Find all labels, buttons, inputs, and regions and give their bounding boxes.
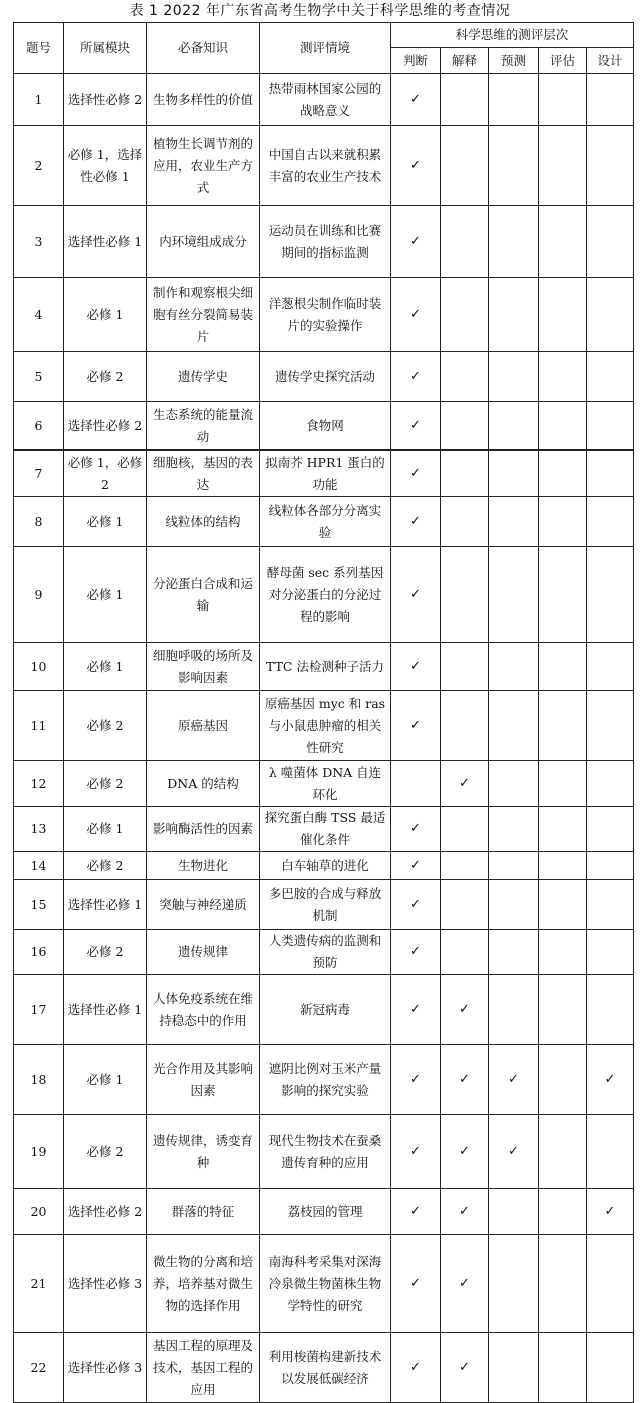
cell-knowledge: DNA 的结构 bbox=[147, 761, 260, 807]
cell-no: 11 bbox=[14, 691, 64, 761]
cell-knowledge: 内环境组成成分 bbox=[147, 206, 260, 278]
cell-context: 遗传学史探究活动 bbox=[260, 352, 391, 402]
cell-module: 必修 2 bbox=[64, 761, 147, 807]
table-caption: 表 1 2022 年广东省高考生物学中关于科学思维的考查情况 bbox=[129, 3, 511, 19]
cell-level-predict bbox=[489, 1333, 539, 1403]
table-row bbox=[14, 852, 634, 880]
table-row bbox=[14, 126, 634, 206]
cell-module: 选择性必修 3 bbox=[64, 1235, 147, 1333]
cell-level-design bbox=[587, 497, 634, 547]
cell-knowledge: 群落的特征 bbox=[147, 1189, 260, 1235]
cell-level-explain: ✓ bbox=[441, 975, 489, 1045]
cell-level-design bbox=[587, 691, 634, 761]
cell-level-design: ✓ bbox=[587, 1189, 634, 1235]
cell-knowledge: 制作和观察根尖细胞有丝分裂简易装片 bbox=[147, 278, 260, 352]
cell-level-explain bbox=[441, 126, 489, 206]
cell-no: 19 bbox=[14, 1115, 64, 1189]
cell-level-predict: ✓ bbox=[489, 1045, 539, 1115]
cell-knowledge: 线粒体的结构 bbox=[147, 497, 260, 547]
cell-level-judge: ✓ bbox=[391, 1189, 441, 1235]
cell-level-evaluate bbox=[539, 880, 587, 930]
table-row bbox=[14, 1115, 634, 1189]
cell-knowledge: 生态系统的能量流动 bbox=[147, 402, 260, 450]
cell-context: 酵母菌 sec 系列基因对分泌蛋白的分泌过程的影响 bbox=[260, 547, 391, 643]
table-row bbox=[14, 880, 634, 930]
cell-level-explain bbox=[441, 807, 489, 852]
cell-context: 原癌基因 myc 和 ras 与小鼠患肿瘤的相关性研究 bbox=[260, 691, 391, 761]
cell-no: 3 bbox=[14, 206, 64, 278]
cell-level-judge: ✓ bbox=[391, 880, 441, 930]
cell-context: 食物网 bbox=[260, 402, 391, 450]
cell-level-evaluate bbox=[539, 1045, 587, 1115]
cell-level-judge: ✓ bbox=[391, 1235, 441, 1333]
cell-level-design bbox=[587, 1115, 634, 1189]
cell-level-design bbox=[587, 206, 634, 278]
table-row bbox=[14, 497, 634, 547]
cell-level-predict: ✓ bbox=[489, 1115, 539, 1189]
cell-module: 选择性必修 1 bbox=[64, 880, 147, 930]
cell-level-explain: ✓ bbox=[441, 1235, 489, 1333]
cell-level-design: ✓ bbox=[587, 1045, 634, 1115]
cell-knowledge: 微生物的分离和培养，培养基对微生物的选择作用 bbox=[147, 1235, 260, 1333]
cell-no: 1 bbox=[14, 74, 64, 126]
cell-module: 必修 2 bbox=[64, 352, 147, 402]
table-row bbox=[14, 352, 634, 402]
cell-module: 必修 1，选择性必修 1 bbox=[64, 126, 147, 206]
cell-level-judge: ✓ bbox=[391, 278, 441, 352]
cell-level-explain: ✓ bbox=[441, 1333, 489, 1403]
cell-level-evaluate bbox=[539, 126, 587, 206]
cell-level-explain: ✓ bbox=[441, 1045, 489, 1115]
header-levels-group: 科学思维的测评层次 bbox=[391, 23, 634, 48]
cell-level-predict bbox=[489, 975, 539, 1045]
cell-knowledge: 遗传规律，诱变育种 bbox=[147, 1115, 260, 1189]
cell-level-judge: ✓ bbox=[391, 1333, 441, 1403]
cell-module: 必修 2 bbox=[64, 691, 147, 761]
cell-knowledge: 细胞核，基因的表达 bbox=[147, 451, 260, 497]
table-row bbox=[14, 206, 634, 278]
cell-level-evaluate bbox=[539, 761, 587, 807]
cell-level-design bbox=[587, 880, 634, 930]
cell-level-evaluate bbox=[539, 1235, 587, 1333]
cell-context: 中国自古以来就积累丰富的农业生产技术 bbox=[260, 126, 391, 206]
cell-level-design bbox=[587, 74, 634, 126]
cell-module: 选择性必修 1 bbox=[64, 206, 147, 278]
cell-context: 洋葱根尖制作临时装片的实验操作 bbox=[260, 278, 391, 352]
data-table-part-2 bbox=[13, 450, 634, 1403]
cell-no: 4 bbox=[14, 278, 64, 352]
cell-module: 必修 1 bbox=[64, 1045, 147, 1115]
cell-context: 利用梭菌构建新技术以发展低碳经济 bbox=[260, 1333, 391, 1403]
cell-level-judge: ✓ bbox=[391, 643, 441, 691]
table-row bbox=[14, 1045, 634, 1115]
cell-level-evaluate bbox=[539, 1115, 587, 1189]
cell-module: 选择性必修 3 bbox=[64, 1333, 147, 1403]
cell-module: 必修 1 bbox=[64, 807, 147, 852]
table-row bbox=[14, 975, 634, 1045]
cell-level-explain bbox=[441, 451, 489, 497]
cell-level-evaluate bbox=[539, 643, 587, 691]
cell-no: 9 bbox=[14, 547, 64, 643]
cell-no: 21 bbox=[14, 1235, 64, 1333]
cell-level-evaluate bbox=[539, 352, 587, 402]
cell-level-predict bbox=[489, 126, 539, 206]
cell-context: 探究蛋白酶 TSS 最适催化条件 bbox=[260, 807, 391, 852]
cell-no: 13 bbox=[14, 807, 64, 852]
header-level-predict: 预测 bbox=[489, 48, 539, 74]
cell-level-predict bbox=[489, 497, 539, 547]
cell-level-predict bbox=[489, 206, 539, 278]
cell-module: 选择性必修 2 bbox=[64, 402, 147, 450]
cell-no: 8 bbox=[14, 497, 64, 547]
table-row bbox=[14, 807, 634, 852]
cell-no: 14 bbox=[14, 852, 64, 880]
cell-module: 必修 2 bbox=[64, 930, 147, 975]
cell-level-design bbox=[587, 547, 634, 643]
cell-level-design bbox=[587, 1333, 634, 1403]
cell-level-design bbox=[587, 402, 634, 450]
cell-level-evaluate bbox=[539, 206, 587, 278]
cell-level-explain bbox=[441, 278, 489, 352]
table-row bbox=[14, 761, 634, 807]
table-row bbox=[14, 1333, 634, 1403]
cell-context: 遮阴比例对玉米产量影响的探究实验 bbox=[260, 1045, 391, 1115]
cell-level-predict bbox=[489, 547, 539, 643]
cell-level-design bbox=[587, 975, 634, 1045]
cell-module: 选择性必修 2 bbox=[64, 74, 147, 126]
cell-no: 15 bbox=[14, 880, 64, 930]
cell-level-evaluate bbox=[539, 547, 587, 643]
cell-knowledge: 分泌蛋白合成和运输 bbox=[147, 547, 260, 643]
cell-level-evaluate bbox=[539, 402, 587, 450]
cell-level-predict bbox=[489, 761, 539, 807]
cell-no: 20 bbox=[14, 1189, 64, 1235]
cell-level-evaluate bbox=[539, 74, 587, 126]
cell-level-judge: ✓ bbox=[391, 451, 441, 497]
cell-level-design bbox=[587, 126, 634, 206]
cell-level-predict bbox=[489, 402, 539, 450]
cell-module: 必修 1 bbox=[64, 547, 147, 643]
cell-context: λ 噬菌体 DNA 自连环化 bbox=[260, 761, 391, 807]
cell-no: 10 bbox=[14, 643, 64, 691]
cell-no: 16 bbox=[14, 930, 64, 975]
cell-level-predict bbox=[489, 930, 539, 975]
cell-level-explain bbox=[441, 643, 489, 691]
cell-no: 18 bbox=[14, 1045, 64, 1115]
cell-level-judge: ✓ bbox=[391, 206, 441, 278]
cell-level-predict bbox=[489, 451, 539, 497]
cell-level-evaluate bbox=[539, 278, 587, 352]
cell-knowledge: 遗传学史 bbox=[147, 352, 260, 402]
cell-no: 2 bbox=[14, 126, 64, 206]
table-row bbox=[14, 1189, 634, 1235]
cell-level-evaluate bbox=[539, 451, 587, 497]
cell-knowledge: 影响酶活性的因素 bbox=[147, 807, 260, 852]
cell-module: 选择性必修 1 bbox=[64, 975, 147, 1045]
cell-module: 必修 1，必修 2 bbox=[64, 451, 147, 497]
cell-module: 必修 1 bbox=[64, 497, 147, 547]
cell-level-judge: ✓ bbox=[391, 547, 441, 643]
cell-level-explain bbox=[441, 691, 489, 761]
table-row bbox=[14, 278, 634, 352]
cell-level-predict bbox=[489, 1235, 539, 1333]
header-knowledge: 必备知识 bbox=[147, 23, 260, 74]
table-row bbox=[14, 74, 634, 126]
cell-level-judge: ✓ bbox=[391, 852, 441, 880]
cell-context: 新冠病毒 bbox=[260, 975, 391, 1045]
cell-knowledge: 生物进化 bbox=[147, 852, 260, 880]
header-level-judge: 判断 bbox=[391, 48, 441, 74]
cell-module: 必修 2 bbox=[64, 852, 147, 880]
cell-context: 南海科考采集对深海冷泉微生物菌株生物学特性的研究 bbox=[260, 1235, 391, 1333]
cell-knowledge: 植物生长调节剂的应用，农业生产方式 bbox=[147, 126, 260, 206]
cell-no: 17 bbox=[14, 975, 64, 1045]
cell-level-explain: ✓ bbox=[441, 1115, 489, 1189]
cell-module: 选择性必修 2 bbox=[64, 1189, 147, 1235]
cell-level-evaluate bbox=[539, 691, 587, 761]
cell-level-predict bbox=[489, 643, 539, 691]
cell-level-evaluate bbox=[539, 807, 587, 852]
cell-level-design bbox=[587, 352, 634, 402]
cell-level-explain bbox=[441, 852, 489, 880]
header-no: 题号 bbox=[14, 23, 64, 74]
cell-no: 6 bbox=[14, 402, 64, 450]
cell-context: 热带雨林国家公园的战略意义 bbox=[260, 74, 391, 126]
cell-context: 多巴胺的合成与释放机制 bbox=[260, 880, 391, 930]
data-table-part-1 bbox=[13, 22, 634, 450]
cell-level-judge: ✓ bbox=[391, 126, 441, 206]
cell-knowledge: 基因工程的原理及技术，基因工程的应用 bbox=[147, 1333, 260, 1403]
cell-level-evaluate bbox=[539, 852, 587, 880]
table-row bbox=[14, 691, 634, 761]
cell-context: 人类遗传病的监测和预防 bbox=[260, 930, 391, 975]
cell-level-design bbox=[587, 930, 634, 975]
cell-level-predict bbox=[489, 691, 539, 761]
cell-knowledge: 细胞呼吸的场所及影响因素 bbox=[147, 643, 260, 691]
cell-level-predict bbox=[489, 807, 539, 852]
table-row bbox=[14, 547, 634, 643]
table-row bbox=[14, 930, 634, 975]
cell-level-explain bbox=[441, 880, 489, 930]
cell-level-judge: ✓ bbox=[391, 1115, 441, 1189]
cell-level-predict bbox=[489, 74, 539, 126]
cell-module: 必修 1 bbox=[64, 278, 147, 352]
cell-level-explain: ✓ bbox=[441, 1189, 489, 1235]
cell-level-judge: ✓ bbox=[391, 1045, 441, 1115]
cell-level-explain bbox=[441, 206, 489, 278]
cell-context: 线粒体各部分分离实验 bbox=[260, 497, 391, 547]
cell-level-design bbox=[587, 278, 634, 352]
cell-level-design bbox=[587, 807, 634, 852]
cell-level-design bbox=[587, 451, 634, 497]
cell-no: 22 bbox=[14, 1333, 64, 1403]
cell-module: 必修 1 bbox=[64, 643, 147, 691]
cell-knowledge: 遗传规律 bbox=[147, 930, 260, 975]
table-row bbox=[14, 643, 634, 691]
cell-knowledge: 生物多样性的价值 bbox=[147, 74, 260, 126]
cell-level-judge: ✓ bbox=[391, 74, 441, 126]
cell-context: 白车轴草的进化 bbox=[260, 852, 391, 880]
cell-module: 必修 2 bbox=[64, 1115, 147, 1189]
cell-no: 5 bbox=[14, 352, 64, 402]
cell-level-judge: ✓ bbox=[391, 402, 441, 450]
cell-level-predict bbox=[489, 352, 539, 402]
cell-level-design bbox=[587, 852, 634, 880]
cell-no: 7 bbox=[14, 451, 64, 497]
header-context: 测评情境 bbox=[260, 23, 391, 74]
cell-level-evaluate bbox=[539, 1189, 587, 1235]
cell-level-judge bbox=[391, 761, 441, 807]
header-level-design: 设计 bbox=[587, 48, 634, 74]
cell-level-predict bbox=[489, 880, 539, 930]
cell-level-explain bbox=[441, 497, 489, 547]
cell-level-explain bbox=[441, 930, 489, 975]
cell-level-judge: ✓ bbox=[391, 975, 441, 1045]
header-level-evaluate: 评估 bbox=[539, 48, 587, 74]
cell-level-design bbox=[587, 761, 634, 807]
cell-level-judge: ✓ bbox=[391, 930, 441, 975]
table-row bbox=[14, 451, 634, 497]
cell-level-explain bbox=[441, 352, 489, 402]
cell-context: 现代生物技术在蚕桑遗传育种的应用 bbox=[260, 1115, 391, 1189]
cell-level-predict bbox=[489, 1189, 539, 1235]
cell-knowledge: 光合作用及其影响因素 bbox=[147, 1045, 260, 1115]
cell-level-explain: ✓ bbox=[441, 761, 489, 807]
cell-level-evaluate bbox=[539, 975, 587, 1045]
cell-level-judge: ✓ bbox=[391, 807, 441, 852]
cell-context: 荔枝园的管理 bbox=[260, 1189, 391, 1235]
cell-level-design bbox=[587, 1235, 634, 1333]
cell-level-judge: ✓ bbox=[391, 497, 441, 547]
cell-context: 拟南芥 HPR1 蛋白的功能 bbox=[260, 451, 391, 497]
header-module: 所属模块 bbox=[64, 23, 147, 74]
cell-level-design bbox=[587, 643, 634, 691]
cell-knowledge: 突触与神经递质 bbox=[147, 880, 260, 930]
cell-level-explain bbox=[441, 74, 489, 126]
cell-knowledge: 原癌基因 bbox=[147, 691, 260, 761]
cell-level-evaluate bbox=[539, 930, 587, 975]
header-level-explain: 解释 bbox=[441, 48, 489, 74]
cell-level-explain bbox=[441, 402, 489, 450]
cell-level-judge: ✓ bbox=[391, 691, 441, 761]
cell-level-predict bbox=[489, 852, 539, 880]
cell-no: 12 bbox=[14, 761, 64, 807]
cell-level-evaluate bbox=[539, 497, 587, 547]
cell-context: TTC 法检测种子活力 bbox=[260, 643, 391, 691]
cell-level-explain bbox=[441, 547, 489, 643]
cell-knowledge: 人体免疫系统在维持稳态中的作用 bbox=[147, 975, 260, 1045]
cell-level-evaluate bbox=[539, 1333, 587, 1403]
cell-level-predict bbox=[489, 278, 539, 352]
table-row bbox=[14, 402, 634, 450]
table-row bbox=[14, 1235, 634, 1333]
cell-level-judge: ✓ bbox=[391, 352, 441, 402]
cell-context: 运动员在训练和比赛期间的指标监测 bbox=[260, 206, 391, 278]
